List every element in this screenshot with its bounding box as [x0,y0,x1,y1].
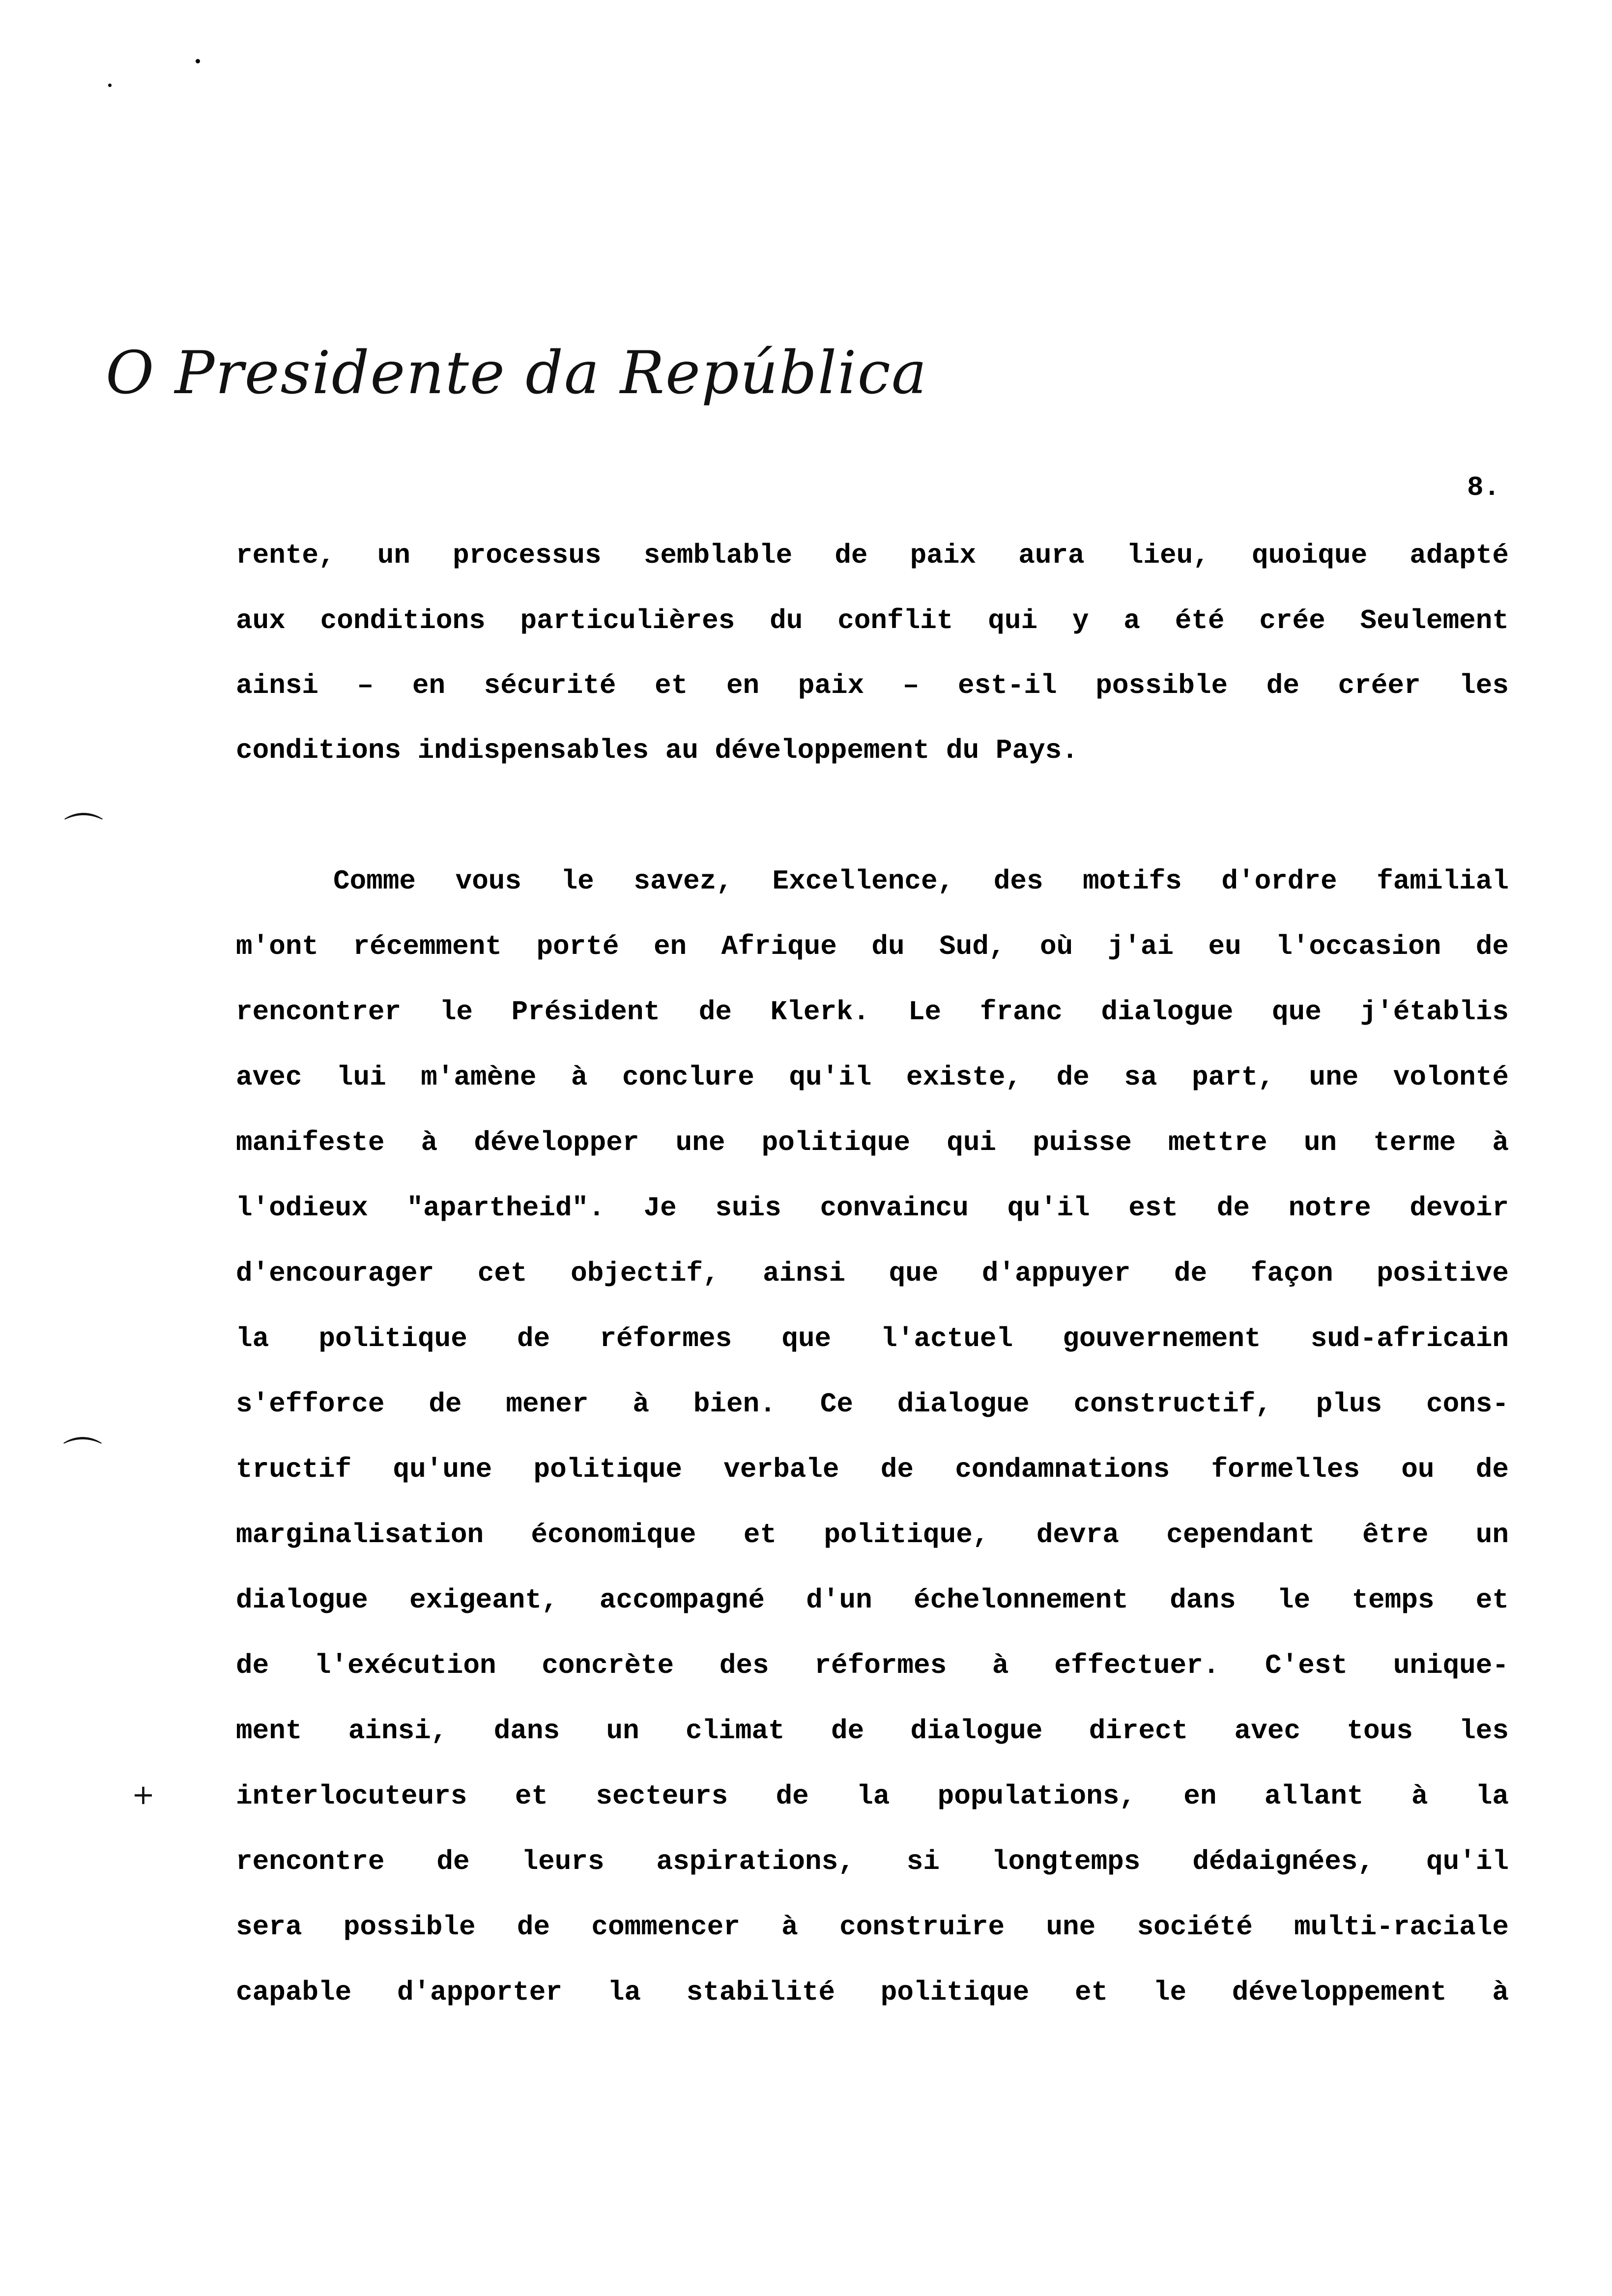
margin-bracket-mark: ⌒ [63,1434,102,1480]
text-line: m'ont récemment porté en Afrique du Sud, où j'ai eu l'occasion de [236,931,1509,962]
text-line: aux conditions particulières du conflit qui y a été crée Seulement [236,605,1509,636]
text-line: rencontre de leurs aspirations, si longtemps dédaignées, qu'il [236,1846,1509,1877]
text-line: rencontrer le Président de Klerk. Le franc dialogue que j'établis [236,996,1509,1028]
scan-speck [108,84,112,87]
text-line: sera possible de commencer à construire une société multi-raciale [236,1911,1509,1943]
page-number: 8. [1467,472,1500,503]
text-line: marginalisation économique et politique, devra cependant être un [236,1519,1509,1550]
text-line: interlocuteurs et secteurs de la populations, en allant à la [236,1780,1509,1812]
text-line: ment ainsi, dans un climat de dialogue direct avec tous les [236,1715,1509,1747]
text-line: avec lui m'amène à conclure qu'il existe, de sa part, une volonté [236,1062,1509,1093]
text-line: conditions indispensables au développement du Pays. [236,735,1078,766]
text-line: tructif qu'une politique verbale de condamnations formelles ou de [236,1454,1509,1485]
text-line: l'odieux "apartheid". Je suis convaincu qu'il est de notre devoir [236,1192,1509,1224]
text-line: de l'exécution concrète des réformes à effectuer. C'est unique- [236,1650,1509,1681]
text-line: capable d'apporter la stabilité politique et le développement à [236,1977,1509,2008]
margin-bracket-mark: ⌒ [64,810,103,856]
text-line: rente, un processus semblable de paix aura lieu, quoique adapté [236,540,1509,571]
text-line: dialogue exigeant, accompagné d'un échelonnement dans le temps et [236,1584,1509,1616]
margin-cross-mark: + [132,1779,155,1811]
text-line: ainsi – en sécurité et en paix – est-il possible de créer les [236,670,1509,701]
letterhead: O Presidente da República [106,339,928,407]
text-line: d'encourager cet objectif, ainsi que d'appuyer de façon positive [236,1258,1509,1289]
text-line: Comme vous le savez, Excellence, des motifs d'ordre familial [333,865,1509,897]
text-line: manifeste à développer une politique qui puisse mettre un terme à [236,1127,1509,1158]
text-line: s'efforce de mener à bien. Ce dialogue constructif, plus cons- [236,1388,1509,1420]
text-line: la politique de réformes que l'actuel gouvernement sud-africain [236,1323,1509,1354]
scan-speck [196,59,200,63]
